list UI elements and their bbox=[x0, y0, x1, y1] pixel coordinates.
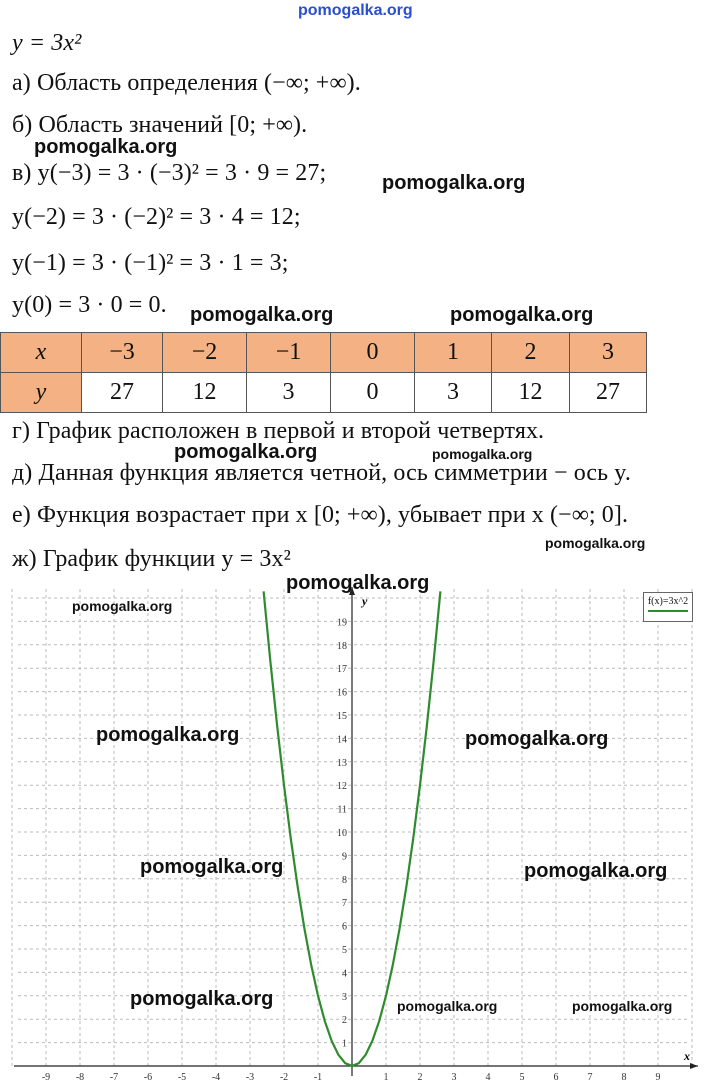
watermark: pomogalka.org bbox=[465, 728, 609, 750]
x-tick-label: -2 bbox=[279, 1072, 289, 1083]
x-tick-label: -8 bbox=[75, 1072, 85, 1083]
line-value-1: в) y(−3) = 3 · (−3)² = 3 · 9 = 27; bbox=[12, 160, 327, 186]
table-header-y: y bbox=[1, 373, 82, 413]
watermark: pomogalka.org bbox=[140, 856, 284, 878]
x-tick-label: 2 bbox=[417, 1072, 423, 1083]
watermark: pomogalka.org bbox=[190, 304, 334, 326]
y-tick-label: 19 bbox=[337, 617, 347, 629]
watermark: pomogalka.org bbox=[72, 598, 173, 614]
chart-legend bbox=[643, 592, 693, 622]
watermark: pomogalka.org bbox=[432, 446, 533, 462]
table-cell-x: 0 bbox=[331, 333, 415, 373]
line-graph-caption: ж) График функции y = 3x² bbox=[12, 546, 291, 572]
x-tick-label: 7 bbox=[587, 1072, 593, 1083]
watermark: pomogalka.org bbox=[130, 988, 274, 1010]
y-tick-label: 12 bbox=[337, 781, 347, 793]
y-tick-label: 7 bbox=[342, 898, 347, 910]
table-cell-y: 0 bbox=[331, 373, 415, 413]
x-tick-label: -7 bbox=[109, 1072, 119, 1083]
table-cell-x: −1 bbox=[247, 333, 331, 373]
y-tick-label: 14 bbox=[337, 734, 347, 746]
watermark: pomogalka.org bbox=[96, 724, 240, 746]
legend-swatch bbox=[648, 610, 688, 612]
x-tick-label: -4 bbox=[211, 1072, 221, 1083]
watermark: pomogalka.org bbox=[382, 172, 526, 194]
x-tick-label: 5 bbox=[519, 1072, 525, 1083]
y-tick-label: 11 bbox=[337, 804, 347, 816]
x-tick-label: -3 bbox=[245, 1072, 255, 1083]
watermark-top: pomogalka.org bbox=[298, 2, 413, 19]
table-cell-y: 12 bbox=[492, 373, 570, 413]
function-heading: y = 3x² bbox=[12, 30, 82, 56]
table-cell-x: 1 bbox=[415, 333, 492, 373]
y-tick-label: 5 bbox=[342, 945, 347, 956]
y-tick-label: 8 bbox=[342, 874, 347, 886]
table-cell-y: 12 bbox=[163, 373, 247, 413]
y-tick-label: 3 bbox=[342, 991, 347, 1003]
y-tick-label: 17 bbox=[337, 664, 347, 676]
line-value-3: y(−1) = 3 · (−1)² = 3 · 1 = 3; bbox=[12, 250, 289, 276]
x-tick-label: 1 bbox=[383, 1072, 389, 1083]
table-cell-x: −3 bbox=[82, 333, 163, 373]
y-tick-label: 15 bbox=[337, 711, 347, 722]
y-axis-label: y bbox=[362, 594, 368, 608]
table-cell-x: −2 bbox=[163, 333, 247, 373]
watermark: pomogalka.org bbox=[286, 572, 430, 594]
y-tick-label: 18 bbox=[337, 640, 347, 652]
y-tick-label: 4 bbox=[342, 968, 347, 980]
x-tick-label: -5 bbox=[177, 1072, 187, 1083]
y-tick-label: 1 bbox=[342, 1038, 347, 1050]
x-tick-label: -1 bbox=[313, 1072, 323, 1083]
table-row-y bbox=[1, 373, 647, 413]
legend-label: f(x)=3x^2 bbox=[647, 596, 689, 607]
y-tick-label: 2 bbox=[342, 1015, 347, 1027]
x-tick-label: -9 bbox=[41, 1072, 51, 1083]
line-domain: а) Область определения (−∞; +∞). bbox=[12, 70, 361, 96]
x-axis-arrow bbox=[690, 1063, 698, 1069]
y-tick-label: 10 bbox=[337, 828, 347, 839]
x-tick-label: 8 bbox=[621, 1072, 627, 1083]
y-tick-label: 9 bbox=[342, 851, 347, 863]
x-tick-label: 3 bbox=[451, 1072, 457, 1083]
table-cell-y: 3 bbox=[415, 373, 492, 413]
table-cell-y: 27 bbox=[82, 373, 163, 413]
y-tick-label: 13 bbox=[337, 757, 347, 769]
line-monotonic: е) Функция возрастает при x [0; +∞), убывает при x (−∞; 0]. bbox=[12, 502, 629, 528]
table-cell-x: 3 bbox=[570, 333, 647, 373]
watermark: pomogalka.org bbox=[34, 136, 178, 158]
x-tick-label: 9 bbox=[655, 1072, 661, 1083]
watermark: pomogalka.org bbox=[572, 998, 673, 1014]
table-header-x: x bbox=[1, 333, 82, 373]
watermark: pomogalka.org bbox=[397, 998, 498, 1014]
x-tick-label: 4 bbox=[485, 1072, 491, 1083]
x-tick-label: -6 bbox=[143, 1072, 153, 1083]
table-cell-x: 2 bbox=[492, 333, 570, 373]
table-row-x bbox=[1, 333, 647, 373]
watermark: pomogalka.org bbox=[450, 304, 594, 326]
line-value-2: y(−2) = 3 · (−2)² = 3 · 4 = 12; bbox=[12, 204, 301, 230]
line-range: б) Область значений [0; +∞). bbox=[12, 112, 308, 138]
watermark: pomogalka.org bbox=[524, 860, 668, 882]
x-tick-label: 6 bbox=[553, 1072, 559, 1083]
table-cell-y: 27 bbox=[570, 373, 647, 413]
parabola-chart bbox=[0, 585, 708, 1092]
line-value-4: y(0) = 3 · 0 = 0. bbox=[12, 292, 167, 318]
line-parity: д) Данная функция является четной, ось симметрии − ось y. bbox=[12, 460, 631, 486]
watermark: pomogalka.org bbox=[174, 441, 318, 463]
line-quadrants: г) График расположен в первой и второй четвертях. bbox=[12, 418, 545, 444]
values-table bbox=[0, 332, 647, 413]
watermark: pomogalka.org bbox=[545, 535, 646, 551]
y-tick-label: 16 bbox=[337, 687, 347, 699]
x-axis-label: x bbox=[684, 1049, 690, 1063]
y-tick-label: 6 bbox=[342, 921, 347, 933]
table-cell-y: 3 bbox=[247, 373, 331, 413]
